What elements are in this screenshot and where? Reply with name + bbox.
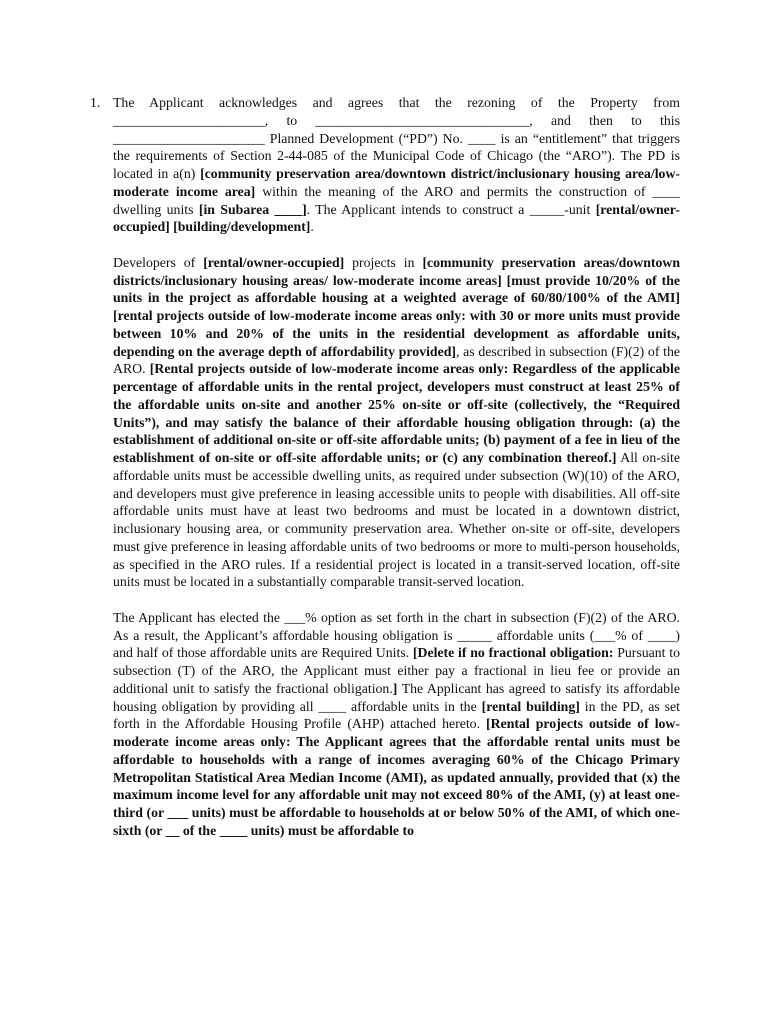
- text-segment: Pursuant to subsection (T) of the ARO, the Applicant must either pay a fractional in lieu fee or provide an additional unit to satisfy the fractional obligation.: [113, 645, 681, 696]
- text-segment: Developers of: [113, 254, 204, 270]
- item-content: [113, 94, 680, 840]
- paragraph-rezoning-acknowledgment: [113, 94, 680, 236]
- text-segment: . The Applicant intends to construct a _____-unit: [306, 201, 596, 217]
- paragraph-applicant-election: [113, 609, 680, 840]
- bold-text-segment: [Rental projects outside of low-moderate income areas only: The Applicant agrees that the affordable rental units must be affordable to households with a range of incomes averaging 60% of the Chicago Primary Metropolitan Statistical Area Median Income (AMI), as updated annually, provided that (x) the maximum income level for any affordable unit may not exceed 80% of the AMI, (y) at least one-third (or ___ units) must be affordable to households at or below 50% of the AMI, of which one-sixth (or __ of the ____ units) must be affordable to: [113, 716, 680, 838]
- text-segment: projects in: [344, 254, 423, 270]
- bold-text-segment: [Delete if no fractional obligation:: [412, 645, 614, 661]
- bold-text-segment: [in Subarea ____]: [198, 201, 307, 217]
- item-number: 1.: [90, 95, 101, 110]
- bold-text-segment: [Rental projects outside of low-moderate income areas only: Regardless of the applicable percentage of affordable units in the rental project, developers must construct at least 25% of the affordable units on-site and another 25% on-site or off-site (collectively, the “Required Units”), and may satisfy the balance of their affordable housing obligation through: (a) the establishment of additional on-site or off-site affordable units; (b) payment of a fee in lieu of the establishment of on-site or off-site affordable units; or (c) any combination thereof.]: [113, 361, 680, 465]
- paragraph-developer-requirements: [113, 254, 680, 591]
- text-segment: All on-site affordable units must be accessible dwelling units, as required under subsection (W)(10) of the ARO, and developers must give preference in leasing accessible units to people with disabilities. All off-site affordable units must have at least two bedrooms and must be located in a downtown district, inclusionary housing area, or community preservation area. Whether on-site or off-site, developers must give preference in leasing affordable units of two bedrooms or more to multi-person households, as specified in the ARO rules. If a residential project is located in a transit-served location, off-site units must be located in a substantially comparable transit-served location.: [113, 450, 680, 590]
- text-segment: within the meaning of the ARO and permits the construction of ____ dwelling units: [113, 183, 680, 217]
- bold-text-segment: [rental/owner-occupied] [building/development]: [113, 201, 680, 235]
- bold-text-segment: [rental/owner-occupied]: [203, 254, 345, 270]
- text-segment: The Applicant has agreed to satisfy its affordable housing obligation by providing all ____ affordable units in the: [113, 680, 680, 714]
- bold-text-segment: [community preservation area/downtown district/inclusionary housing area/low-moderate income area]: [113, 166, 681, 199]
- text-segment: , as described in subsection (F)(2) of the ARO.: [113, 343, 680, 377]
- text-segment: .: [310, 219, 314, 235]
- text-segment: The Applicant acknowledges and agrees that the rezoning of the Property from ______________________, to _______________________________, and then to this ______________________ Planned Development (“PD”) No. ____ is an “entitlement” that triggers the requirements of Section 2-44-085 of the Municipal Code of Chicago (the “ARO”). The PD is located in a(n): [113, 95, 680, 181]
- text-segment: in the PD, as set forth in the Affordable Housing Profile (AHP) attached hereto.: [113, 698, 680, 732]
- numbered-item-1: [90, 94, 680, 840]
- bold-text-segment: [rental building]: [481, 698, 580, 714]
- bold-text-segment: ]: [392, 680, 398, 696]
- bold-text-segment: [community preservation areas/downtown districts/inclusionary housing areas/ low-moderate income areas] [must provide 10/20% of the units in the project as affordable housing at a weighted average of 60/80/100% of the AMI] [rental projects outside of low-moderate income areas only: with 30 or more units must provide between 10% and 20% of the units in the residential development as affordable units, depending on the average depth of affordability provided]: [113, 254, 681, 359]
- text-segment: The Applicant has elected the ___% option as set forth in the chart in subsection (F)(2) of the ARO. As a result, the Applicant’s affordable housing obligation is _____ affordable units (___% of ____) and half of those affordable units are Required Units.: [113, 609, 680, 661]
